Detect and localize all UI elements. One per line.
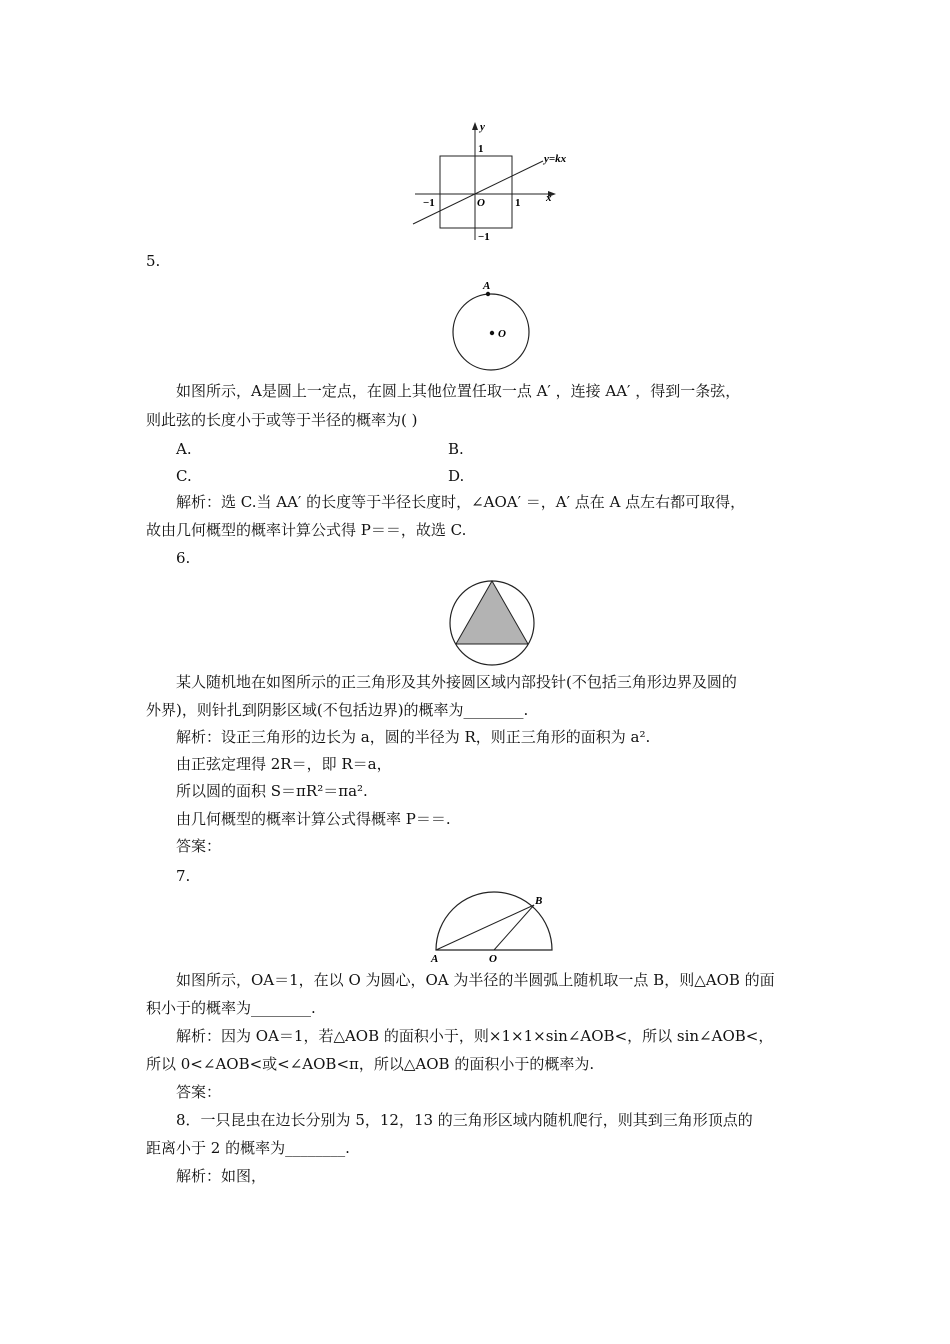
tick-label-1-top: 1 <box>478 143 484 155</box>
q5-stem-line2: 则此弦的长度小于或等于半径的概率为( ) <box>146 411 418 429</box>
point-B-label: B <box>535 895 543 907</box>
q6-answer: 答案： <box>176 837 222 855</box>
q7-number: 7. <box>176 867 191 885</box>
tick-label-neg1-left: −1 <box>423 197 435 209</box>
q5-solution-line2: 故由几何概型的概率计算公式得 P＝＝，故选 C. <box>146 521 467 539</box>
point-A-label: A <box>431 953 439 964</box>
q7-stem-line1: 如图所示，OA＝1，在以 O 为圆心，OA 为半径的半圆弧上随机取一点 B，则△AOB 的面 <box>176 971 775 989</box>
q7-solution-line2: 所以 0<∠AOB<或<∠AOB<π，所以△AOB 的面积小于的概率为. <box>146 1055 595 1073</box>
point-O-label: O <box>489 953 497 964</box>
tick-label-1-right: 1 <box>515 197 521 209</box>
origin-label: O <box>477 197 485 209</box>
q5-stem-line1: 如图所示，A是圆上一定点，在圆上其他位置任取一点 A′ ，连接 AA′ ，得到一条弦， <box>176 382 741 400</box>
figure-circle-point <box>445 276 540 372</box>
q7-answer: 答案： <box>176 1083 222 1101</box>
q5-option-d: D. <box>448 467 465 485</box>
figure-semicircle <box>426 890 558 964</box>
figure-triangle-circle <box>447 578 539 670</box>
q6-solution-line3: 所以圆的面积 S＝πR²＝πa². <box>176 782 368 800</box>
q5-solution-line1: 解析：选 C.当 AA′ 的长度等于半径长度时，∠AOA′ ＝，A′ 点在 A 点左右都可取得， <box>176 493 746 511</box>
x-axis-label: x <box>546 192 552 204</box>
q8-stem-line1: 8．一只昆虫在边长分别为 5，12，13 的三角形区域内随机爬行，则其到三角形顶点的 <box>176 1111 753 1129</box>
q6-solution-line2: 由正弦定理得 2R＝，即 R＝a， <box>176 755 392 773</box>
figure-square-line <box>405 118 590 248</box>
q6-stem-line2: 外界)，则针扎到阴影区域(不包括边界)的概率为________. <box>146 701 529 719</box>
point-A-label: A <box>483 280 491 292</box>
point-O-label: O <box>498 328 506 340</box>
q5-option-c: C. <box>176 467 192 485</box>
q6-solution-line4: 由几何概型的概率计算公式得概率 P＝＝. <box>176 810 451 828</box>
q7-solution-line1: 解析：因为 OA＝1，若△AOB 的面积小于，则×1×1×sin∠AOB<，所以 sin∠AOB<， <box>176 1027 774 1045</box>
q6-stem-line1: 某人随机地在如图所示的正三角形及其外接圆区域内部投针(不包括三角形边界及圆的 <box>176 673 737 691</box>
q7-stem-line2: 积小于的概率为________. <box>146 999 316 1017</box>
q5-option-b: B. <box>448 440 464 458</box>
y-axis-label: y <box>480 121 485 133</box>
q8-stem-line2: 距离小于 2 的概率为________. <box>146 1139 350 1157</box>
q5-option-a: A. <box>176 440 192 458</box>
q8-solution-line1: 解析：如图， <box>176 1167 267 1185</box>
line-label: y=kx <box>544 153 567 165</box>
q6-number: 6. <box>176 549 191 567</box>
q6-solution-line1: 解析：设正三角形的边长为 a，圆的半径为 R，则正三角形的面积为 a². <box>176 728 651 746</box>
tick-label-neg1-bottom: −1 <box>478 231 490 243</box>
q5-number: 5. <box>146 252 161 270</box>
